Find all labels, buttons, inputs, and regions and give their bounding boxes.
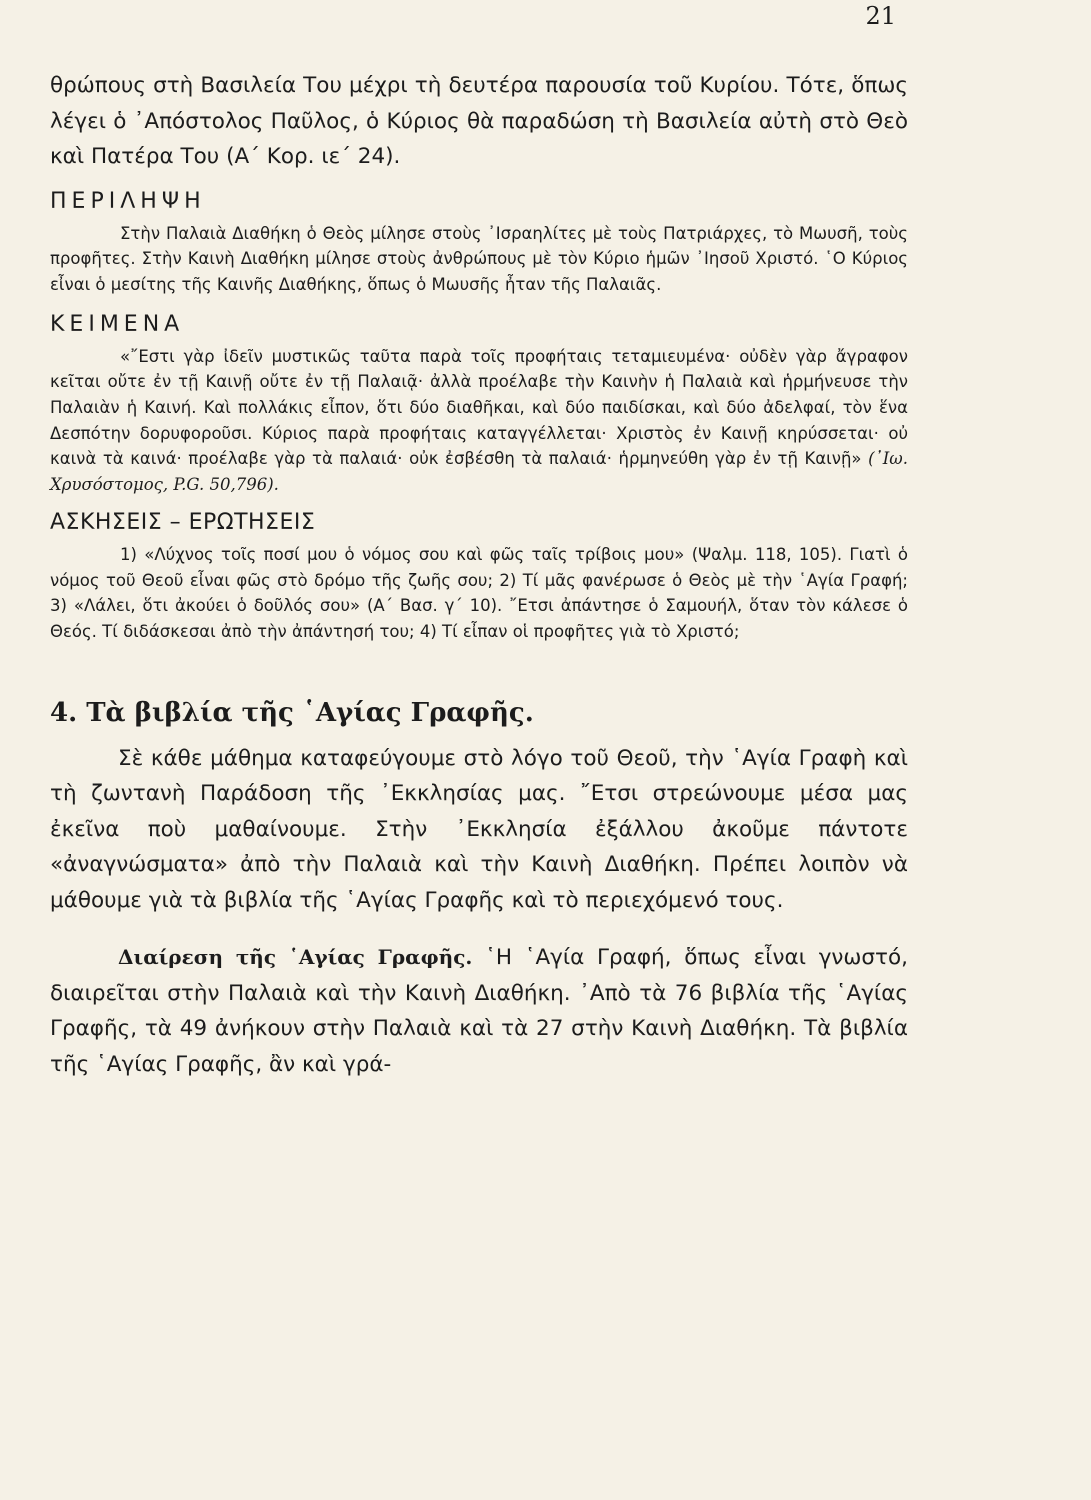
summary-heading: ΠΕΡΙΛΗΨΗ xyxy=(50,188,206,214)
chapter-paragraph-1: Σὲ κάθε μάθημα καταφεύγουμε στὸ λόγο τοῦ Θεοῦ, τὴν ῾Αγία Γραφὴ καὶ τὴ ζωντανὴ Παράδοση τῆς ᾿Εκκλησίας μας. ῎Ετσι στρεώνουμε μέσα μας ἐκεῖνα ποὺ μαθαίνουμε. Στὴν ᾿Εκκλησία ἐξάλλου ἀκοῦμε πάντοτε «ἀναγνώσματα» ἀπὸ τὴν Παλαιὰ καὶ τὴν Καινὴ Διαθήκη. Πρέπει λοιπὸν νὰ μάθουμε γιὰ τὰ βιβλία τῆς ῾Αγίας Γραφῆς καὶ τὸ περιεχόμενό τους. xyxy=(50,745,908,913)
exercises-heading: ΑΣΚΗΣΕΙΣ – ΕΡΩΤΗΣΕΙΣ xyxy=(50,509,316,535)
page-content xyxy=(50,68,908,1082)
summary-paragraph: Στὴν Παλαιὰ Διαθήκη ὁ Θεὸς μίλησε στοὺς ᾿Ισραηλίτες μὲ τοὺς Πατριάρχες, τὸ Μωυσῆ, τοὺς προφῆτες. Στὴν Καινὴ Διαθήκη μίλησε στοὺς ἀνθρώπους μὲ τὸν Κύριο ἡμῶν ᾿Ιησοῦ Χριστό. ῾Ο Κύριος εἶναι ὁ μεσίτης τῆς Καινῆς Διαθήκης, ὅπως ὁ Μωυσῆς ἦταν τῆς Παλαιᾶς. xyxy=(50,223,908,294)
intro-paragraph: θρώπους στὴ Βασιλεία Του μέχρι τὴ δευτέρα παρουσία τοῦ Κυρίου. Τότε, ὅπως λέγει ὁ ᾿Απόστολος Παῦλος, ὁ Κύριος θὰ παραδώση τὴ Βασιλεία αὐτὴ στὸ Θεὸ καὶ Πατέρα Του (Α΄ Κορ. ιε΄ 24). xyxy=(50,73,908,169)
texts-citation: (᾿Ιω. Χρυσόστομος, P.G. 50,796). xyxy=(50,449,908,495)
texts-quote: «῎Εστι γὰρ ἰδεῖν μυστικῶς ταῦτα παρὰ τοῖς προφήταις τεταμιευμένα· οὐδὲν γὰρ ἄγραφον κεῖται οὔτε ἐν τῇ Καινῇ οὔτε ἐν τῇ Παλαιᾷ· ἀλλὰ προέλαβε τὴν Καινὴν ἡ Παλαιὰ καὶ ἡρμήνευσε τὴν Παλαιὰν ἡ Καινή. Καὶ πολλάκις εἶπον, ὅτι δύο διαθῆκαι, καὶ δύο παιδίσκαι, καὶ δύο ἀδελφαί, τὸν ἕνα Δεσπότην δορυφοροῦσι. Κύριος παρὰ προφήταις καταγγέλλεται· Χριστὸς ἐν Καινῇ κηρύσσεται· οὐ καινὰ τὰ καινά· προέλαβε γὰρ τὰ παλαιά· οὐκ ἐσβέσθη τὰ παλαιά· ἡρμηνεύθη γὰρ ἐν τῇ Καινῇ» xyxy=(50,346,908,469)
page-number: 21 xyxy=(865,2,896,30)
texts-paragraph xyxy=(50,344,908,498)
chapter-title: 4. Τὰ βιβλία τῆς ῾Αγίας Γραφῆς. xyxy=(50,697,534,728)
paragraph-gap xyxy=(50,918,908,940)
run-in-heading: Διαίρεση τῆς ῾Αγίας Γραφῆς. xyxy=(118,945,473,970)
texts-heading: ΚΕΙΜΕΝΑ xyxy=(50,311,185,337)
chapter-paragraph-2-text: ῾Η ῾Αγία Γραφή, ὅπως εἶναι γνωστό, διαιρεῖται στὴν Παλαιὰ καὶ τὴν Καινὴ Διαθήκη. ᾿Απὸ τὰ 76 βιβλία τῆς ῾Αγίας Γραφῆς, τὰ 49 ἀνήκουν στὴν Παλαιὰ καὶ τὰ 27 στὴν Καινὴ Διαθήκη. Τὰ βιβλία τῆς ῾Αγίας Γραφῆς, ἂν καὶ γρά- xyxy=(50,945,908,1077)
exercises-paragraph: 1) «Λύχνος τοῖς ποσί μου ὁ νόμος σου καὶ φῶς ταῖς τρίβοις μου» (Ψαλμ. 118, 105). Γιατὶ ὁ νόμος τοῦ Θεοῦ εἶναι φῶς στὸ δρόμο τῆς ζωῆς σου; 2) Τί μᾶς φανέρωσε ὁ Θεὸς μὲ τὴν ῾Αγία Γραφή; 3) «Λάλει, ὅτι ἀκούει ὁ δοῦλός σου» (Α΄ Βασ. γ΄ 10). ῎Ετσι ἀπάντησε ὁ Σαμουήλ, ὅταν τὸν κάλεσε ὁ Θεός. Τί διδάσκεσαι ἀπὸ τὴν ἀπάντησή του; 4) Τί εἶπαν οἱ προφῆτες γιὰ τὸ Χριστό; xyxy=(50,544,908,641)
chapter-paragraph-2 xyxy=(50,940,908,1082)
